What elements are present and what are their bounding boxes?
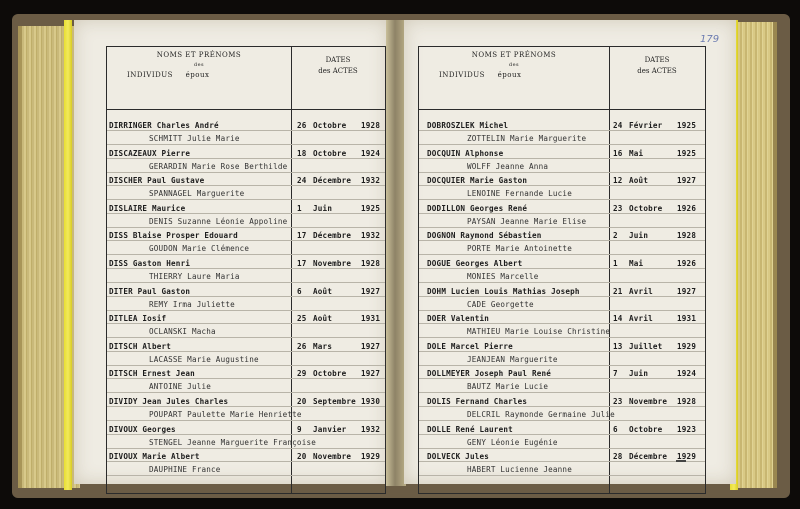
- entry-wife: LACASSE Marie Augustine: [149, 354, 259, 364]
- entry-day: 24: [613, 121, 623, 130]
- row-rule: [107, 406, 385, 407]
- entry-month: Mars: [313, 341, 333, 351]
- entry-wife: LENOINE Fernande Lucie: [467, 189, 572, 199]
- row-rule: [419, 323, 705, 324]
- entry-month: Janvier: [313, 424, 347, 434]
- entry-day: 20: [297, 452, 307, 462]
- row-rule: [107, 378, 385, 379]
- entry-year: 1926: [677, 259, 697, 268]
- names-title: NOMS ET PRÉNOMS: [471, 51, 557, 59]
- row-rule: [419, 254, 705, 255]
- entry-day: 2: [613, 231, 618, 241]
- row-rule: [419, 144, 705, 145]
- entry-month: Novembre: [313, 452, 352, 462]
- entry-year: 1928: [361, 259, 381, 268]
- entry-year: 1927: [361, 369, 381, 379]
- dates-header: [609, 55, 705, 77]
- row-rule: [419, 378, 705, 379]
- entry-husband: DOHM Lucien Louis Mathias Joseph: [427, 286, 580, 296]
- names-epoux: époux: [185, 71, 210, 79]
- entry-husband: DISCHER Paul Gustave: [109, 176, 205, 186]
- column-divider: [291, 47, 292, 493]
- row-rule: [107, 172, 385, 173]
- entry-month: Juin: [629, 369, 649, 379]
- entry-month: Mai: [629, 259, 644, 268]
- left-yellow-edge: [64, 20, 72, 490]
- row-rule: [419, 434, 705, 435]
- entry-day: 29: [297, 369, 307, 379]
- row-rule: [419, 351, 705, 352]
- row-rule: [419, 420, 705, 421]
- row-rule: [107, 158, 385, 159]
- entry-husband: DOLIS Fernand Charles: [427, 397, 528, 406]
- entry-husband: DOLVECK Jules: [427, 452, 490, 462]
- header-divider: [419, 109, 705, 110]
- entry-year: 1929: [361, 452, 381, 462]
- entry-month: Décembre: [313, 176, 352, 186]
- names-individus-row: [107, 70, 291, 80]
- entry-husband: DOLE Marcel Pierre: [427, 341, 513, 351]
- entry-husband: DOGNON Raymond Sébastien: [427, 231, 542, 241]
- left-page: [74, 20, 388, 484]
- entry-husband: DOCQUIN Alphonse: [427, 148, 504, 158]
- entry-year: 1932: [361, 231, 381, 241]
- row-rule: [107, 213, 385, 214]
- end-mark: [676, 460, 686, 462]
- entry-year: 1927: [361, 341, 381, 351]
- entry-wife: REMY Irma Juliette: [149, 299, 235, 309]
- entry-day: 26: [297, 341, 307, 351]
- row-rule: [419, 172, 705, 173]
- row-rule: [419, 392, 705, 393]
- row-rule: [107, 310, 385, 311]
- names-des: des: [508, 62, 520, 68]
- dates-header: [291, 55, 385, 77]
- dates-sub: des ACTES: [318, 67, 358, 75]
- entry-husband: DISS Gaston Henri: [109, 259, 191, 268]
- column-divider: [609, 47, 610, 493]
- entry-wife: PAYSAN Jeanne Marie Elise: [467, 216, 587, 226]
- row-rule: [107, 475, 385, 476]
- entry-day: 23: [613, 397, 623, 406]
- row-rule: [107, 337, 385, 338]
- book-gutter: [386, 20, 406, 486]
- entry-husband: DITER Paul Gaston: [109, 286, 191, 296]
- entry-wife: THIERRY Laure Maria: [149, 272, 240, 281]
- entry-husband: DOER Valentin: [427, 314, 490, 324]
- names-title: NOMS ET PRÉNOMS: [156, 51, 242, 59]
- entry-wife: JEANJEAN Marguerite: [467, 354, 558, 364]
- names-header: [419, 50, 609, 80]
- row-rule: [419, 130, 705, 131]
- entry-year: 1926: [677, 203, 697, 213]
- entry-year: 1924: [361, 148, 381, 158]
- entry-year: 1932: [361, 176, 381, 186]
- entry-day: 24: [297, 176, 307, 186]
- entry-husband: DODILLON Georges René: [427, 203, 528, 213]
- row-rule: [107, 282, 385, 283]
- entry-day: 9: [297, 424, 302, 434]
- entry-husband: DITSCH Ernest Jean: [109, 369, 195, 379]
- entry-wife: GOUDON Marie Clémence: [149, 244, 250, 254]
- entry-wife: DENIS Suzanne Léonie Appoline: [149, 216, 288, 226]
- entry-wife: STENGEL Jeanne Marguerite Françoise: [149, 437, 317, 447]
- entry-day: 17: [297, 231, 307, 241]
- entry-month: Juin: [313, 203, 333, 213]
- entry-husband: DITSCH Albert: [109, 341, 172, 351]
- entry-day: 13: [613, 341, 623, 351]
- entry-husband: DIRRINGER Charles André: [109, 121, 219, 130]
- entry-day: 18: [297, 148, 307, 158]
- row-rule: [419, 213, 705, 214]
- entry-month: Octobre: [629, 424, 663, 434]
- row-rule: [419, 310, 705, 311]
- row-rule: [419, 337, 705, 338]
- entry-wife: GENY Léonie Eugénie: [467, 437, 558, 447]
- entry-month: Octobre: [313, 148, 347, 158]
- names-individus: INDIVIDUS: [127, 71, 173, 79]
- page-number: 179: [700, 34, 720, 45]
- entry-year: 1929: [677, 341, 697, 351]
- dates-sub: des ACTES: [637, 67, 677, 75]
- entry-husband: DOGUE Georges Albert: [427, 259, 523, 268]
- entry-month: Mai: [629, 148, 644, 158]
- entry-month: Septembre: [313, 397, 356, 406]
- entry-day: 23: [613, 203, 623, 213]
- entry-day: 6: [297, 286, 302, 296]
- entry-month: Juin: [629, 231, 649, 241]
- entry-wife: PORTE Marie Antoinette: [467, 244, 572, 254]
- entry-day: 26: [297, 121, 307, 130]
- entry-wife: CADE Georgette: [467, 299, 534, 309]
- entry-month: Décembre: [313, 231, 352, 241]
- row-rule: [107, 323, 385, 324]
- row-rule: [107, 448, 385, 449]
- entry-wife: BAUTZ Marie Lucie: [467, 382, 549, 392]
- entry-husband: DITLEA Iosif: [109, 314, 167, 324]
- row-rule: [419, 199, 705, 200]
- row-rule: [419, 158, 705, 159]
- row-rule: [419, 227, 705, 228]
- row-rule: [107, 144, 385, 145]
- entry-month: Avril: [629, 286, 653, 296]
- dates-title: DATES: [325, 56, 351, 64]
- entry-wife: SPANNAGEL Marguerite: [149, 189, 245, 199]
- entry-year: 1932: [361, 424, 381, 434]
- row-rule: [419, 461, 705, 462]
- entry-day: 7: [613, 369, 618, 379]
- entry-wife: WOLFF Jeanne Anna: [467, 161, 549, 171]
- entry-month: Octobre: [313, 121, 347, 130]
- row-rule: [419, 406, 705, 407]
- row-rule: [107, 130, 385, 131]
- entry-year: 1927: [677, 176, 697, 186]
- entry-day: 12: [613, 176, 623, 186]
- names-individus: INDIVIDUS: [439, 71, 485, 79]
- entry-wife: SCHMITT Julie Marie: [149, 134, 240, 143]
- entry-wife: DELCRIL Raymonde Germaine Julie: [467, 410, 615, 419]
- left-register-frame: [106, 46, 386, 494]
- entry-month: Octobre: [313, 369, 347, 379]
- row-rule: [107, 351, 385, 352]
- entry-year: 1928: [677, 231, 697, 241]
- entry-wife: POUPART Paulette Marie Henriette: [149, 410, 302, 419]
- row-rule: [107, 296, 385, 297]
- entry-month: Août: [313, 286, 333, 296]
- entry-day: 16: [613, 148, 623, 158]
- entry-day: 17: [297, 259, 307, 268]
- names-individus-row: [419, 70, 609, 80]
- entry-month: Août: [313, 314, 333, 324]
- entry-wife: OCLANSKI Macha: [149, 327, 216, 337]
- row-rule: [107, 227, 385, 228]
- entry-month: Novembre: [629, 397, 668, 406]
- row-rule: [107, 365, 385, 366]
- row-rule: [107, 254, 385, 255]
- names-des: des: [193, 62, 205, 68]
- entry-year: 1925: [677, 148, 697, 158]
- entry-month: Octobre: [629, 203, 663, 213]
- row-rule: [107, 434, 385, 435]
- entry-year: 1924: [677, 369, 697, 379]
- entry-day: 25: [297, 314, 307, 324]
- entry-month: Juillet: [629, 341, 663, 351]
- row-rule: [419, 365, 705, 366]
- entry-year: 1929: [677, 452, 697, 462]
- right-page: [404, 20, 736, 484]
- row-rule: [107, 268, 385, 269]
- entry-husband: DIVOUX Georges: [109, 424, 176, 434]
- header-divider: [107, 109, 385, 110]
- entry-day: 1: [613, 259, 618, 268]
- entry-husband: DIVOUX Marie Albert: [109, 452, 200, 462]
- row-rule: [419, 268, 705, 269]
- entry-husband: DOLLMEYER Joseph Paul René: [427, 369, 552, 379]
- entry-year: 1925: [677, 121, 697, 130]
- entry-day: 21: [613, 286, 623, 296]
- names-header: [107, 50, 291, 80]
- row-rule: [419, 185, 705, 186]
- row-rule: [107, 392, 385, 393]
- entry-day: 28: [613, 452, 623, 462]
- row-rule: [419, 282, 705, 283]
- row-rule: [107, 420, 385, 421]
- row-rule: [419, 240, 705, 241]
- entry-year: 1927: [677, 286, 697, 296]
- names-epoux: époux: [497, 71, 522, 79]
- entry-wife: MATHIEU Marie Louise Christine: [467, 327, 611, 337]
- entry-month: Août: [629, 176, 649, 186]
- entry-day: 1: [297, 203, 302, 213]
- entry-year: 1930: [361, 397, 381, 406]
- entry-day: 20: [297, 397, 307, 406]
- entry-wife: HABERT Lucienne Jeanne: [467, 465, 572, 475]
- entry-wife: ZOTTELIN Marie Marguerite: [467, 134, 587, 143]
- entry-wife: DAUPHINE France: [149, 465, 221, 475]
- entry-year: 1931: [361, 314, 381, 324]
- entry-wife: ANTOINE Julie: [149, 382, 212, 392]
- entry-month: Avril: [629, 314, 653, 324]
- entry-month: Décembre: [629, 452, 668, 462]
- row-rule: [107, 461, 385, 462]
- entry-day: 14: [613, 314, 623, 324]
- row-rule: [419, 448, 705, 449]
- right-page-stack: [733, 22, 777, 488]
- entry-husband: DIVIDY Jean Jules Charles: [109, 397, 229, 406]
- entry-husband: DISS Blaise Prosper Edouard: [109, 231, 238, 241]
- entry-year: 1928: [361, 121, 381, 130]
- entry-day: 6: [613, 424, 618, 434]
- entry-year: 1928: [677, 397, 697, 406]
- entry-year: 1925: [361, 203, 381, 213]
- entry-husband: DOLLE René Laurent: [427, 424, 513, 434]
- right-register-frame: [418, 46, 706, 494]
- entry-year: 1931: [677, 314, 697, 324]
- entry-husband: DISLAIRE Maurice: [109, 203, 186, 213]
- entry-year: 1923: [677, 424, 697, 434]
- entry-husband: DOBROSZLEK Michel: [427, 121, 509, 130]
- entry-husband: DOCQUIER Marie Gaston: [427, 176, 528, 186]
- row-rule: [107, 185, 385, 186]
- row-rule: [107, 199, 385, 200]
- entry-month: Février: [629, 121, 663, 130]
- entry-wife: MONIES Marcelle: [467, 272, 539, 281]
- row-rule: [419, 475, 705, 476]
- entry-month: Novembre: [313, 259, 352, 268]
- entry-husband: DISCAZEAUX Pierre: [109, 148, 191, 158]
- row-rule: [107, 240, 385, 241]
- row-rule: [419, 296, 705, 297]
- dates-title: DATES: [644, 56, 670, 64]
- entry-year: 1927: [361, 286, 381, 296]
- entry-wife: GERARDIN Marie Rose Berthilde: [149, 161, 288, 171]
